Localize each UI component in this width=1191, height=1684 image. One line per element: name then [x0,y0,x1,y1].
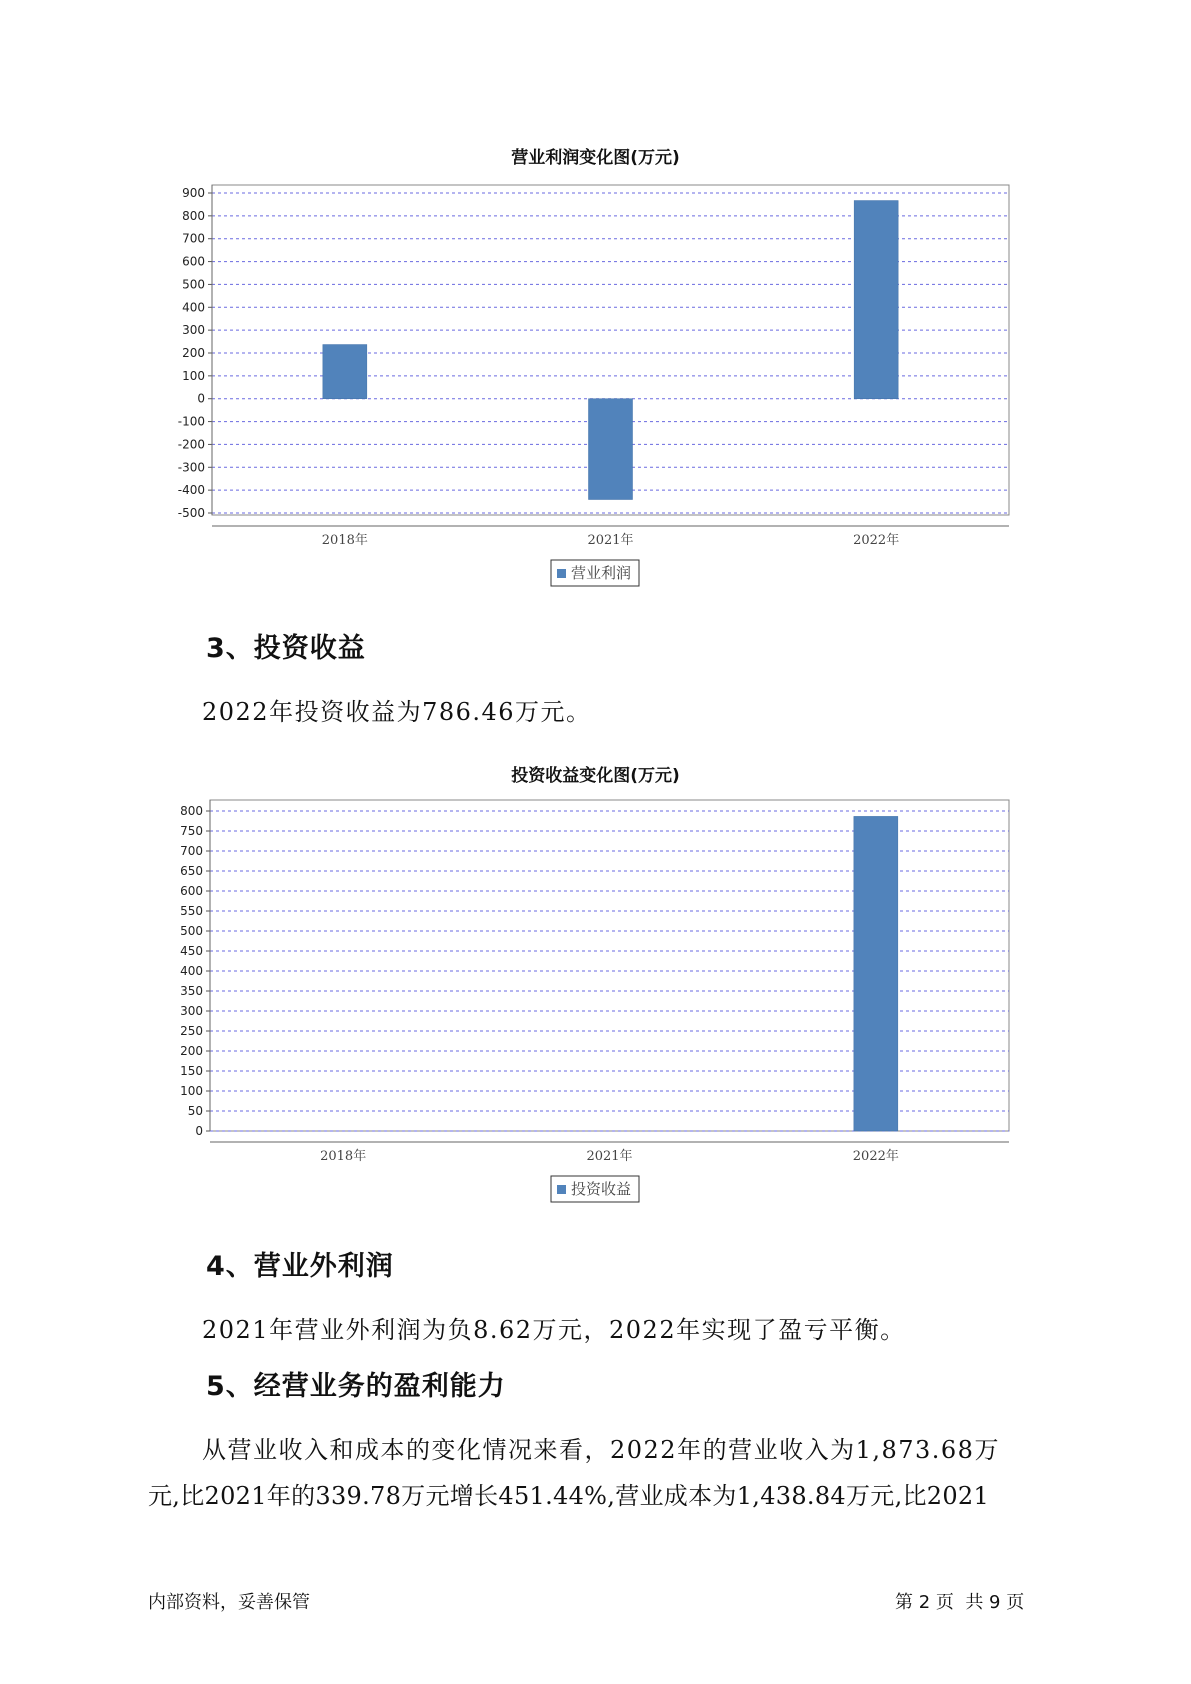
x-category-label: 2018年 [320,1149,367,1164]
x-category-label: 2021年 [586,1149,633,1164]
y-tick-label: 200 [182,346,205,360]
y-tick-label: -400 [177,483,205,498]
y-tick-label: 300 [180,1004,203,1018]
y-tick-label: 600 [182,254,205,269]
footer-confidential: 内部资料，妥善保管 [148,1592,310,1613]
bar-2018年 [323,345,367,399]
y-tick-label: 450 [180,944,203,958]
y-tick-label: 0 [195,1124,203,1138]
y-tick-label: 550 [180,904,203,918]
y-tick-label: 500 [182,277,205,292]
y-tick-label: 200 [180,1044,203,1058]
x-category-label: 2018年 [321,533,368,548]
y-tick-label: 600 [180,884,203,898]
section3-heading: 3、投资收益 [206,633,366,664]
y-tick-label: 500 [180,924,203,938]
y-tick-label: 650 [180,864,203,878]
y-tick-label: 800 [182,208,205,223]
section4-text: 2021年营业外利润为负8.62万元，2022年实现了盈亏平衡。 [202,1316,906,1344]
y-tick-label: -200 [177,437,205,452]
y-tick-label: 100 [180,1084,203,1098]
section5-heading: 5、经营业务的盈利能力 [206,1371,506,1402]
footer-page-number: 第 2 页 共 9 页 [895,1592,1025,1613]
legend-swatch [557,569,566,578]
x-category-label: 2022年 [852,1149,899,1164]
y-tick-label: 300 [182,323,205,338]
operating-profit-chart [0,170,1191,590]
section5-line1: 从营业收入和成本的变化情况来看，2022年的营业收入为1,873.68万 [202,1436,1000,1464]
legend-label: 投资收益 [571,1180,632,1198]
y-tick-label: 700 [180,844,203,858]
y-tick-label: 700 [182,231,205,246]
legend-label: 营业利润 [571,564,632,582]
y-tick-label: -100 [177,414,205,429]
y-tick-label: 250 [180,1024,203,1038]
x-category-label: 2021年 [587,533,634,548]
y-tick-label: 0 [197,391,205,406]
x-category-label: 2022年 [853,533,900,548]
y-tick-label: 100 [182,368,205,383]
chart1-title: 营业利润变化图(万元) [511,148,680,168]
y-tick-label: 400 [180,964,203,978]
y-tick-label: 400 [182,300,205,315]
y-tick-label: 900 [182,186,205,200]
chart2-title: 投资收益变化图(万元) [511,766,680,786]
bar-2022年 [854,816,898,1131]
y-tick-label: 150 [180,1064,203,1078]
y-tick-label: 50 [187,1104,203,1118]
y-tick-label: 350 [180,984,203,998]
bar-2022年 [854,201,898,399]
y-tick-label: -500 [177,506,205,520]
section4-heading: 4、营业外利润 [206,1251,394,1282]
y-tick-label: 750 [180,824,203,838]
bar-2021年 [589,399,633,500]
section3-text: 2022年投资收益为786.46万元。 [202,698,592,726]
y-tick-label: 800 [180,804,203,818]
y-tick-label: -300 [177,460,205,475]
legend-swatch [557,1185,566,1194]
investment-income-chart [0,790,1191,1210]
section5-line2: 元,比2021年的339.78万元增长451.44%,营业成本为1,438.84万元,比2021 [148,1482,990,1510]
